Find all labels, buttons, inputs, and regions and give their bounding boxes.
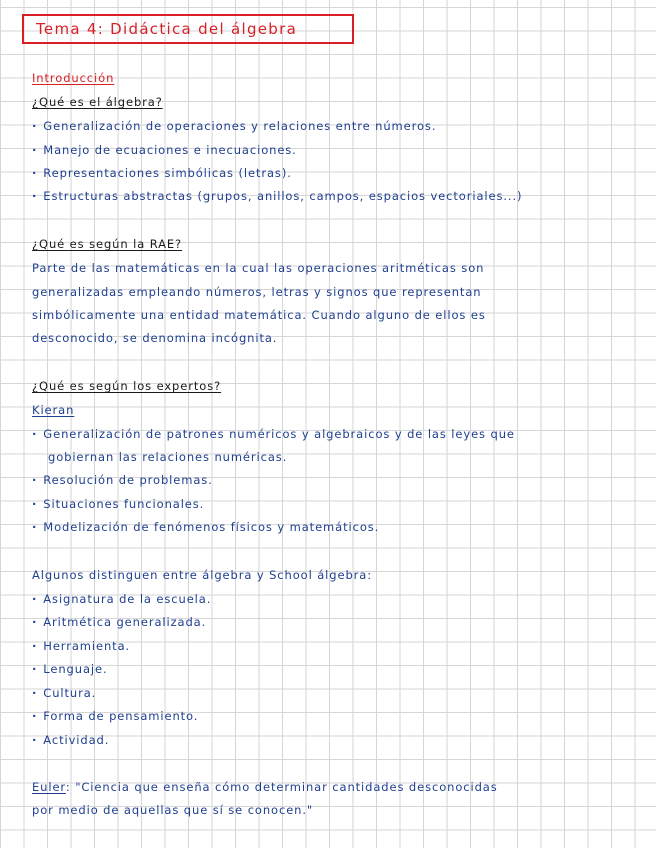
list-item: · Actividad.	[32, 732, 109, 748]
intro-heading: Introducción	[32, 71, 115, 85]
experts-question: ¿Qué es según los expertos?	[32, 379, 222, 393]
rae-text-line: generalizadas empleando números, letras y signos que representan	[32, 285, 482, 299]
page-title: Tema 4: Didáctica del álgebra	[22, 14, 354, 44]
expert-author: Kieran	[32, 403, 75, 417]
intro-question: ¿Qué es el álgebra?	[32, 95, 163, 109]
list-item: · Manejo de ecuaciones e inecuaciones.	[32, 142, 297, 158]
euler-name: Euler	[32, 780, 66, 794]
rae-text-line: simbólicamente una entidad matemática. Cuando alguno de ellos es	[32, 308, 486, 322]
euler-quote-line	[32, 779, 498, 795]
list-item: · Modelización de fenómenos físicos y matemáticos.	[32, 519, 379, 535]
list-item: · Representaciones simbólicas (letras).	[32, 165, 292, 181]
euler-quote-end: por medio de aquellas que sí se conocen."	[32, 803, 314, 817]
school-intro: Algunos distinguen entre álgebra y School álgebra:	[32, 568, 372, 582]
list-item: · Aritmética generalizada.	[32, 614, 206, 630]
rae-text-line: Parte de las matemáticas en la cual las operaciones aritméticas son	[32, 261, 485, 275]
list-item: · Estructuras abstractas (grupos, anillos, campos, espacios vectoriales...)	[32, 188, 522, 204]
list-item-continuation: gobiernan las relaciones numéricas.	[48, 450, 288, 464]
list-item: · Resolución de problemas.	[32, 472, 213, 488]
euler-quote-start: : "Ciencia que enseña cómo determinar cantidades desconocidas	[65, 780, 498, 794]
list-item: · Lenguaje.	[32, 661, 108, 677]
rae-question: ¿Qué es según la RAE?	[32, 237, 183, 251]
list-item: · Generalización de patrones numéricos y algebraicos y de las leyes que	[32, 426, 515, 442]
list-item: · Situaciones funcionales.	[32, 496, 204, 512]
list-item: · Forma de pensamiento.	[32, 708, 198, 724]
list-item: · Generalización de operaciones y relaciones entre números.	[32, 118, 436, 134]
list-item: · Cultura.	[32, 685, 96, 701]
list-item: · Herramienta.	[32, 638, 130, 654]
rae-text-line: desconocido, se denomina incógnita.	[32, 331, 278, 345]
list-item: · Asignatura de la escuela.	[32, 591, 211, 607]
